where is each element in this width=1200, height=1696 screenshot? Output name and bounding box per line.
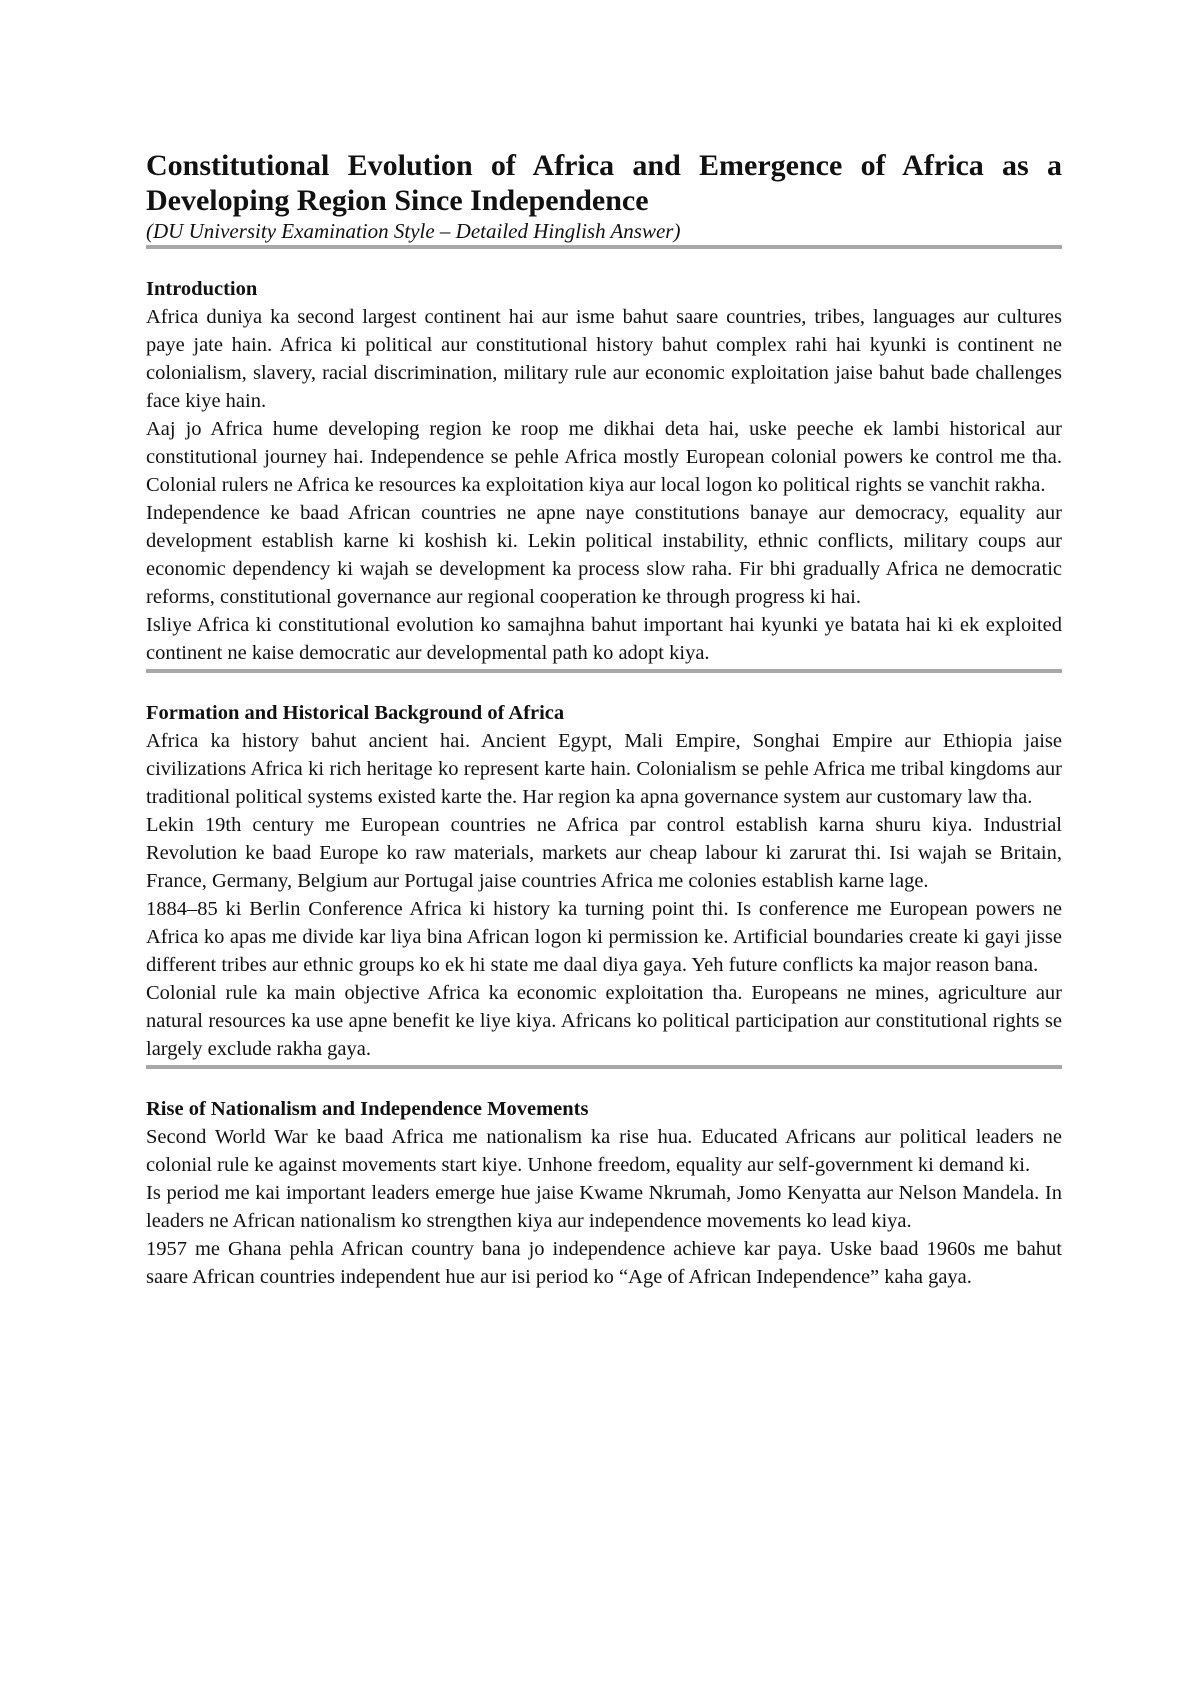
section-divider — [146, 669, 1062, 673]
paragraph: Second World War ke baad Africa me nationalism ka rise hua. Educated Africans aur political leaders ne colonial rule ke against movements start kiye. Unhone freedom, equality aur self-government ki demand ki. — [146, 1126, 1062, 1176]
paragraph: Africa duniya ka second largest continent hai aur isme bahut saare countries, tribes, languages aur cultures paye jate hain. Africa ki political aur constitutional history bahut complex rahi hai kyunki is continent ne colonialism, slavery, racial discrimination, military rule aur economic exploitation jaise bahut bade challenges face kiye hain. — [146, 306, 1062, 412]
section-heading: Introduction — [146, 278, 258, 300]
section-heading: Formation and Historical Background of Africa — [146, 702, 565, 724]
paragraph: Africa ka history bahut ancient hai. Ancient Egypt, Mali Empire, Songhai Empire aur Ethiopia jaise civilizations Africa ki rich heritage ko represent karte hain. Colonialism se pehle Africa me tribal kingdoms aur traditional political systems existed karte the. Har region ka apna governance system aur customary law tha. — [146, 730, 1062, 808]
section-heading: Rise of Nationalism and Independence Movements — [146, 1098, 589, 1120]
section-introduction — [146, 275, 1062, 673]
section-historical-background — [146, 699, 1062, 1069]
paragraph: Colonial rule ka main objective Africa ka economic exploitation tha. Europeans ne mines, agriculture aur natural resources ka use apne benefit ke liye kiya. Africans ko political participation aur constitutional rights se largely exclude rakha gaya. — [146, 982, 1062, 1060]
paragraph: 1957 me Ghana pehla African country bana jo independence achieve kar paya. Uske baad 1960s me bahut saare African countries independent hue aur isi period ko “Age of African Independence” kaha gaya. — [146, 1238, 1062, 1288]
paragraph: Isliye Africa ki constitutional evolution ko samajhna bahut important hai kyunki ye batata hai ki ek exploited continent ne kaise democratic aur developmental path ko adopt kiya. — [146, 614, 1062, 664]
paragraph: 1884–85 ki Berlin Conference Africa ki history ka turning point thi. Is conference me European powers ne Africa ko apas me divide kar liya bina African logon ki permission ke. Artificial boundaries create ki gayi jisse different tribes aur ethnic groups ko ek hi state me daal diya gaya. Yeh future conflicts ka major reason bana. — [146, 898, 1062, 976]
title-divider — [146, 245, 1062, 249]
document-subtitle: (DU University Examination Style – Detailed Hinglish Answer) — [146, 219, 681, 243]
paragraph: Aaj jo Africa hume developing region ke roop me dikhai deta hai, uske peeche ek lambi historical aur constitutional journey hai. Independence se pehle Africa mostly European colonial powers ke control me tha. Colonial rulers ne Africa ke resources ka exploitation kiya aur local logon ko political rights se vanchit rakha. — [146, 418, 1062, 496]
paragraph: Is period me kai important leaders emerge hue jaise Kwame Nkrumah, Jomo Kenyatta aur Nelson Mandela. In leaders ne African nationalism ko strengthen kiya aur independence movements ko lead kiya. — [146, 1182, 1062, 1232]
document-page — [146, 148, 1062, 1291]
document-title: Constitutional Evolution of Africa and Emergence of Africa as a Developing Region Since Independence — [146, 149, 1062, 217]
paragraph: Independence ke baad African countries ne apne naye constitutions banaye aur democracy, equality aur development establish karne ki koshish ki. Lekin political instability, ethnic conflicts, military coups aur economic dependency ki wajah se development ka process slow raha. Fir bhi gradually Africa ne democratic reforms, constitutional governance aur regional cooperation ke through progress ki hai. — [146, 502, 1062, 608]
section-nationalism — [146, 1095, 1062, 1291]
paragraph: Lekin 19th century me European countries ne Africa par control establish karna shuru kiya. Industrial Revolution ke baad Europe ko raw materials, markets aur cheap labour ki zarurat thi. Isi wajah se Britain, France, Germany, Belgium aur Portugal jaise countries Africa me colonies establish karne lage. — [146, 814, 1062, 892]
section-divider — [146, 1065, 1062, 1069]
